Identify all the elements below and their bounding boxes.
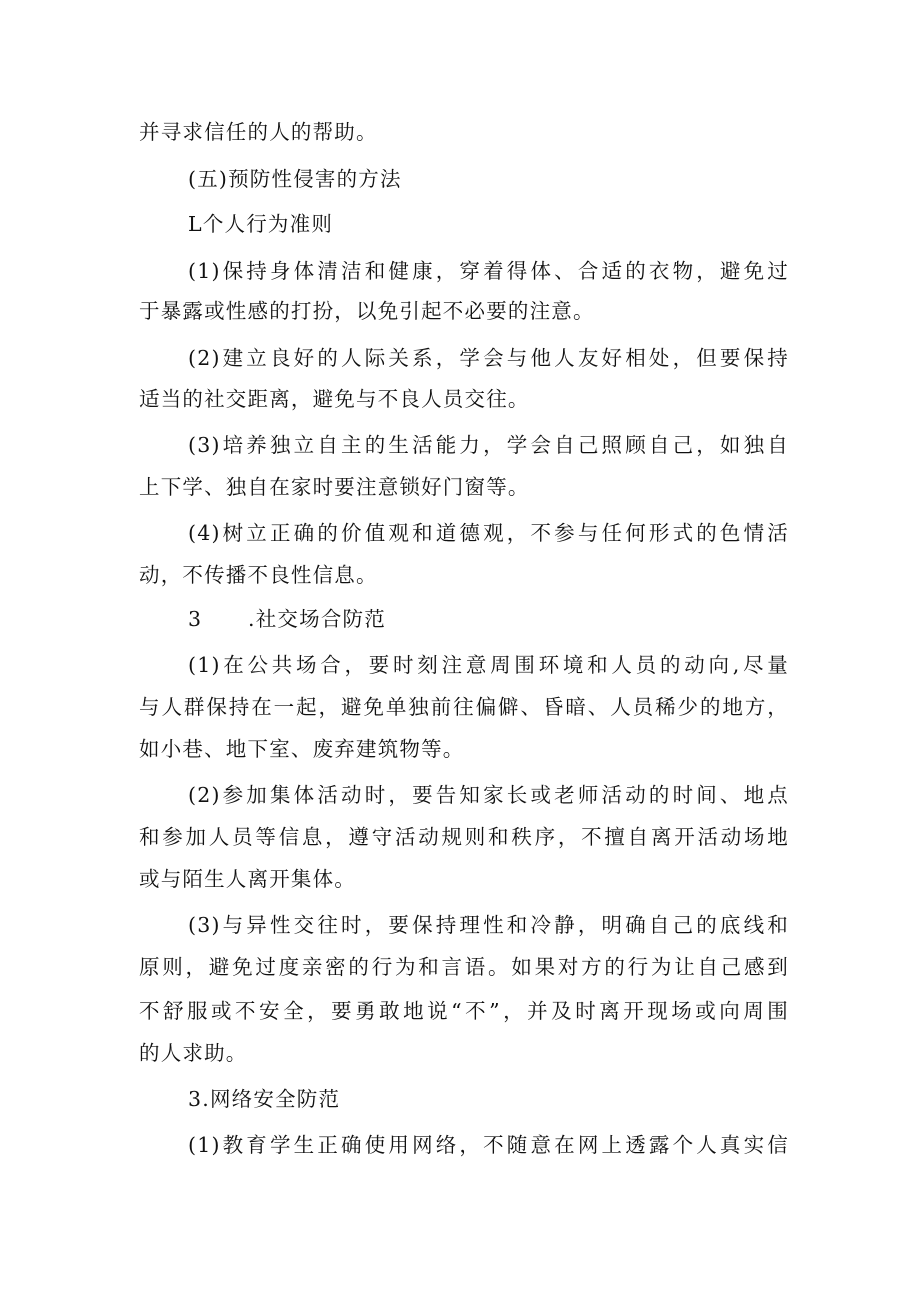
part-number: 3 xyxy=(188,607,203,631)
list-item-line: (1)教育学生正确使用网络，不随意在网上透露个人真实信 xyxy=(188,1133,789,1157)
list-item-line: (3)培养独立自主的生活能力，学会自己照顾自己，如独自 xyxy=(188,433,789,457)
list-item-line: 与人群保持在一起，避免单独前往偏僻、昏暗、人员稀少的地方， xyxy=(139,695,789,719)
list-item-line: (1)保持身体清洁和健康，穿着得体、合适的衣物，避免过 xyxy=(188,259,789,283)
section-heading: (五)预防性侵害的方法 xyxy=(188,167,402,191)
part-title-text: .社交场合防范 xyxy=(248,607,386,631)
part-title xyxy=(188,604,838,634)
list-item-line: 适当的社交距离，避免与不良人员交往。 xyxy=(139,387,530,411)
list-item-line: 或与陌生人离开集体。 xyxy=(139,867,356,891)
list-item-line: (3)与异性交往时，要保持理性和冷静，明确自己的底线和 xyxy=(188,913,789,937)
list-item-line: 不舒服或不安全，要勇敢地说“不”，并及时离开现场或向周围 xyxy=(139,999,789,1023)
list-item-line: 原则，避免过度亲密的行为和言语。如果对方的行为让自己感到 xyxy=(139,955,789,979)
list-item-line: 上下学、独自在家时要注意锁好门窗等。 xyxy=(139,475,530,499)
list-item-line: 的人求助。 xyxy=(139,1041,248,1065)
list-item-line: 动，不传播不良性信息。 xyxy=(139,563,378,587)
paragraph-line: 并寻求信任的人的帮助。 xyxy=(139,120,378,144)
list-item-line: (2)建立良好的人际关系，学会与他人友好相处，但要保持 xyxy=(188,346,789,370)
part-title: L个人行为准则 xyxy=(188,212,334,236)
list-item-line: (1)在公共场合，要时刻注意周围环境和人员的动向,尽量 xyxy=(188,653,789,677)
list-item-line: (4)树立正确的价值观和道德观，不参与任何形式的色情活 xyxy=(188,521,789,545)
list-item-line: 和参加人员等信息，遵守活动规则和秩序，不擅自离开活动场地 xyxy=(139,825,789,849)
list-item-line: 如小巷、地下室、废弃建筑物等。 xyxy=(139,737,465,761)
part-title: 3.网络安全防范 xyxy=(188,1087,341,1111)
list-item-line: (2)参加集体活动时，要告知家长或老师活动的时间、地点 xyxy=(188,783,789,807)
list-item-line: 于暴露或性感的打扮，以免引起不必要的注意。 xyxy=(139,299,595,323)
